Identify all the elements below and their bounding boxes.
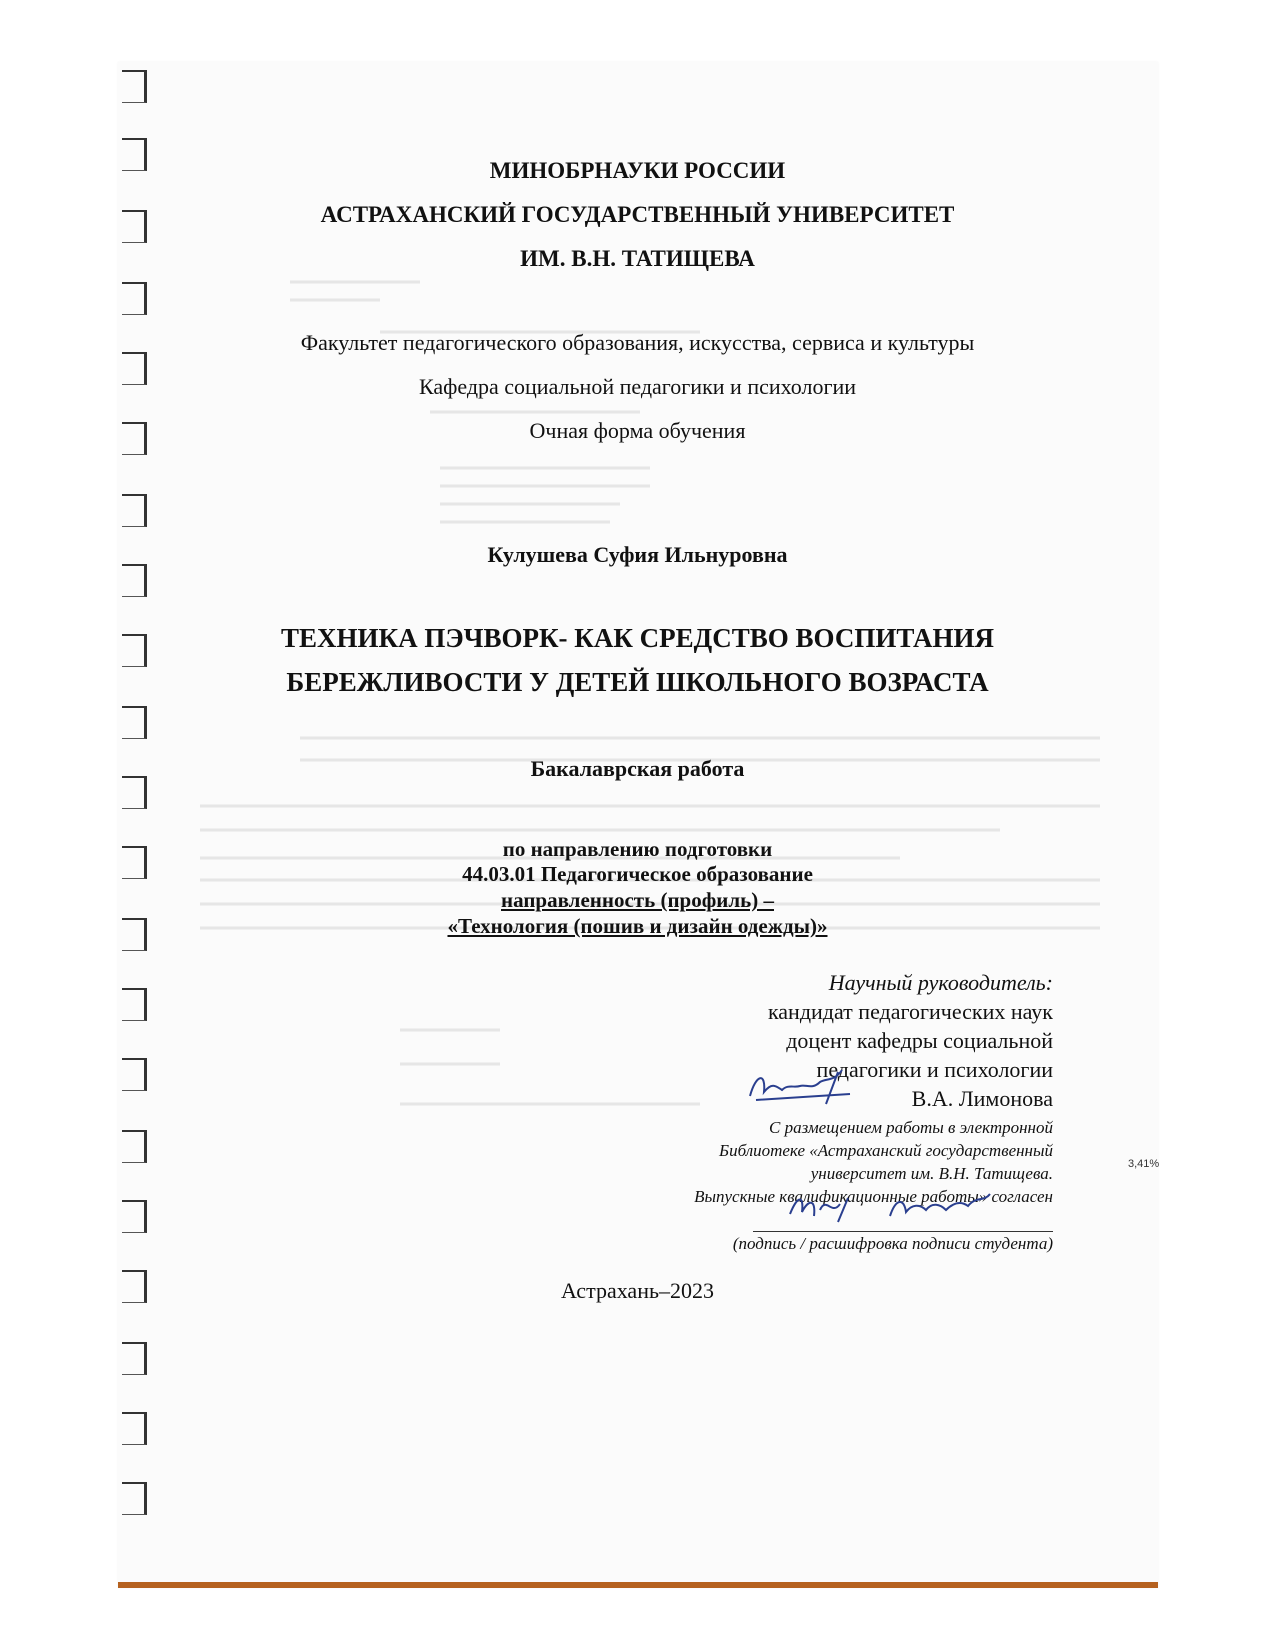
consent-line4: Выпускные квалификационные работы» согласен: [694, 1187, 1053, 1206]
student-signature: [780, 1186, 1010, 1226]
supervisor-degree: кандидат педагогических наук: [767, 999, 1053, 1024]
university-named-after: ИМ. В.Н. ТАТИЩЕВА: [520, 246, 755, 271]
university-name: АСТРАХАНСКИЙ ГОСУДАРСТВЕННЫЙ УНИВЕРСИТЕТ: [320, 202, 955, 227]
supervisor-position-1: доцент кафедры социальной: [786, 1028, 1053, 1053]
thesis-title-line1: ТЕХНИКА ПЭЧВОРК- КАК СРЕДСТВО ВОСПИТАНИЯ: [280, 623, 995, 653]
supervisor-name: В.А. Лимонова: [911, 1086, 1053, 1111]
supervisor-signature: [742, 1064, 862, 1108]
consent-line1: С размещением работы в электронной: [769, 1118, 1053, 1137]
consent-line3: университет им. В.Н. Татищева.: [810, 1164, 1053, 1183]
thesis-title-line2: БЕРЕЖЛИВОСТИ У ДЕТЕЙ ШКОЛЬНОГО ВОЗРАСТА: [286, 667, 989, 697]
side-percentage: 3,41%: [1128, 1158, 1160, 1170]
direction-line1: по направлению подготовки: [502, 837, 773, 861]
author-name: Кулушева Суфия Ильнуровна: [487, 542, 788, 567]
supervisor-label: Научный руководитель:: [828, 970, 1053, 995]
direction-profile-label: направленность (профиль) –: [501, 888, 774, 912]
study-form: Очная форма обучения: [529, 418, 746, 443]
ministry-name: МИНОБРНАУКИ РОССИИ: [489, 158, 786, 183]
faculty-name: Факультет педагогического образования, искусства, сервиса и культуры: [300, 330, 975, 355]
consent-line2: Библиотеке «Астраханский государственный: [719, 1141, 1053, 1160]
direction-profile: «Технология (пошив и дизайн одежды)»: [447, 914, 828, 938]
city-year: Астрахань–2023: [560, 1278, 715, 1303]
work-type: Бакалаврская работа: [530, 756, 745, 781]
department-name: Кафедра социальной педагогики и психологии: [418, 374, 857, 399]
direction-code: 44.03.01 Педагогическое образование: [462, 862, 813, 886]
supervisor-position-2: педагогики и психологии: [816, 1057, 1053, 1082]
consent-signature-caption: (подпись / расшифровка подписи студента): [732, 1234, 1053, 1253]
